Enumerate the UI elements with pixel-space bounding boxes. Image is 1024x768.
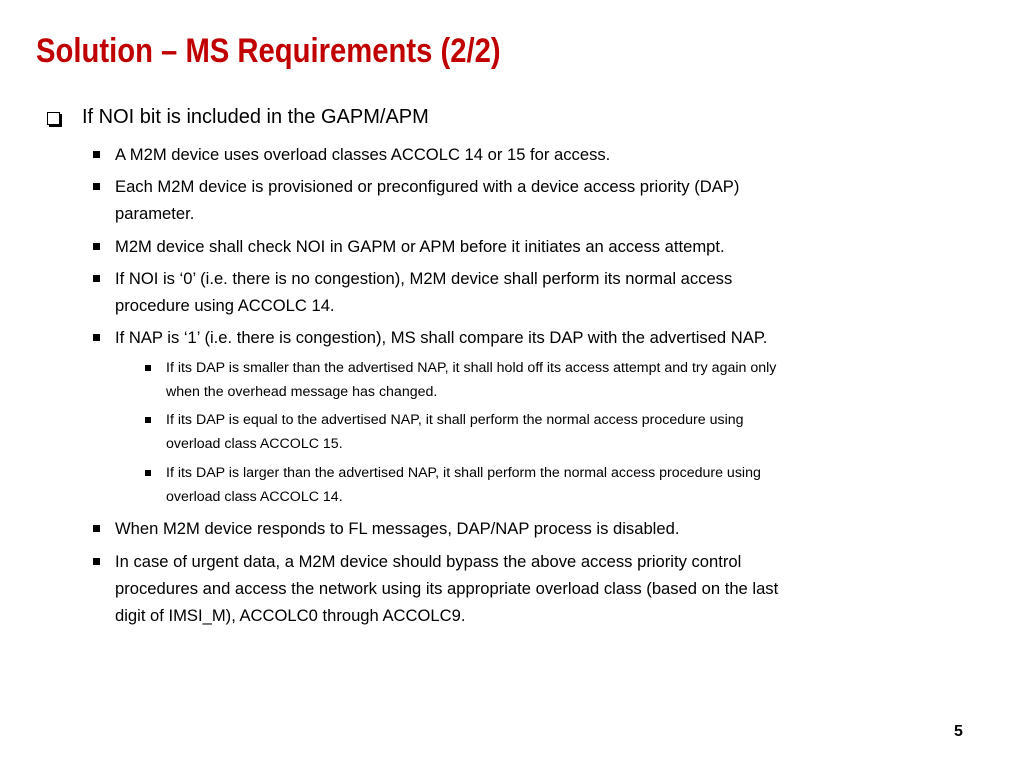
sub-list-item: If its DAP is smaller than the advertised NAP, it shall hold off its access attempt and try again only when the overhead message has changed. [166, 356, 966, 404]
square-bullet-icon [145, 365, 151, 371]
list-item: In case of urgent data, a M2M device should bypass the above access priority control procedures and access the network using its appropriate overload class (based on the last digit of IMSI_M), ACCOLC0 through ACCOLC9. [115, 548, 975, 629]
list-item: A M2M device uses overload classes ACCOLC 14 or 15 for access. [115, 141, 975, 168]
list-item: If NOI is ‘0’ (i.e. there is no congestion), M2M device shall perform its normal access procedure using ACCOLC 14. [115, 265, 975, 319]
main-bullet-text: If NOI bit is included in the GAPM/APM [82, 106, 429, 128]
checkbox-bullet-icon [47, 112, 60, 125]
page-number: 5 [954, 723, 963, 740]
sub-list-item: If its DAP is equal to the advertised NAP, it shall perform the normal access procedure using overload class ACCOLC 15. [166, 408, 966, 456]
square-bullet-icon [145, 470, 151, 476]
square-bullet-icon [93, 558, 100, 565]
square-bullet-icon [93, 525, 100, 532]
square-bullet-icon [93, 275, 100, 282]
square-bullet-icon [145, 417, 151, 423]
square-bullet-icon [93, 183, 100, 190]
list-item: M2M device shall check NOI in GAPM or APM before it initiates an access attempt. [115, 233, 975, 260]
slide-title: Solution – MS Requirements (2/2) [36, 32, 501, 70]
list-item: When M2M device responds to FL messages, DAP/NAP process is disabled. [115, 515, 975, 542]
square-bullet-icon [93, 151, 100, 158]
sub-list-item: If its DAP is larger than the advertised NAP, it shall perform the normal access procedure using overload class ACCOLC 14. [166, 461, 966, 509]
square-bullet-icon [93, 243, 100, 250]
square-bullet-icon [93, 334, 100, 341]
list-item: Each M2M device is provisioned or preconfigured with a device access priority (DAP) parameter. [115, 173, 975, 227]
list-item: If NAP is ‘1’ (i.e. there is congestion), MS shall compare its DAP with the advertised NAP. [115, 324, 975, 351]
main-bullet [47, 103, 997, 131]
